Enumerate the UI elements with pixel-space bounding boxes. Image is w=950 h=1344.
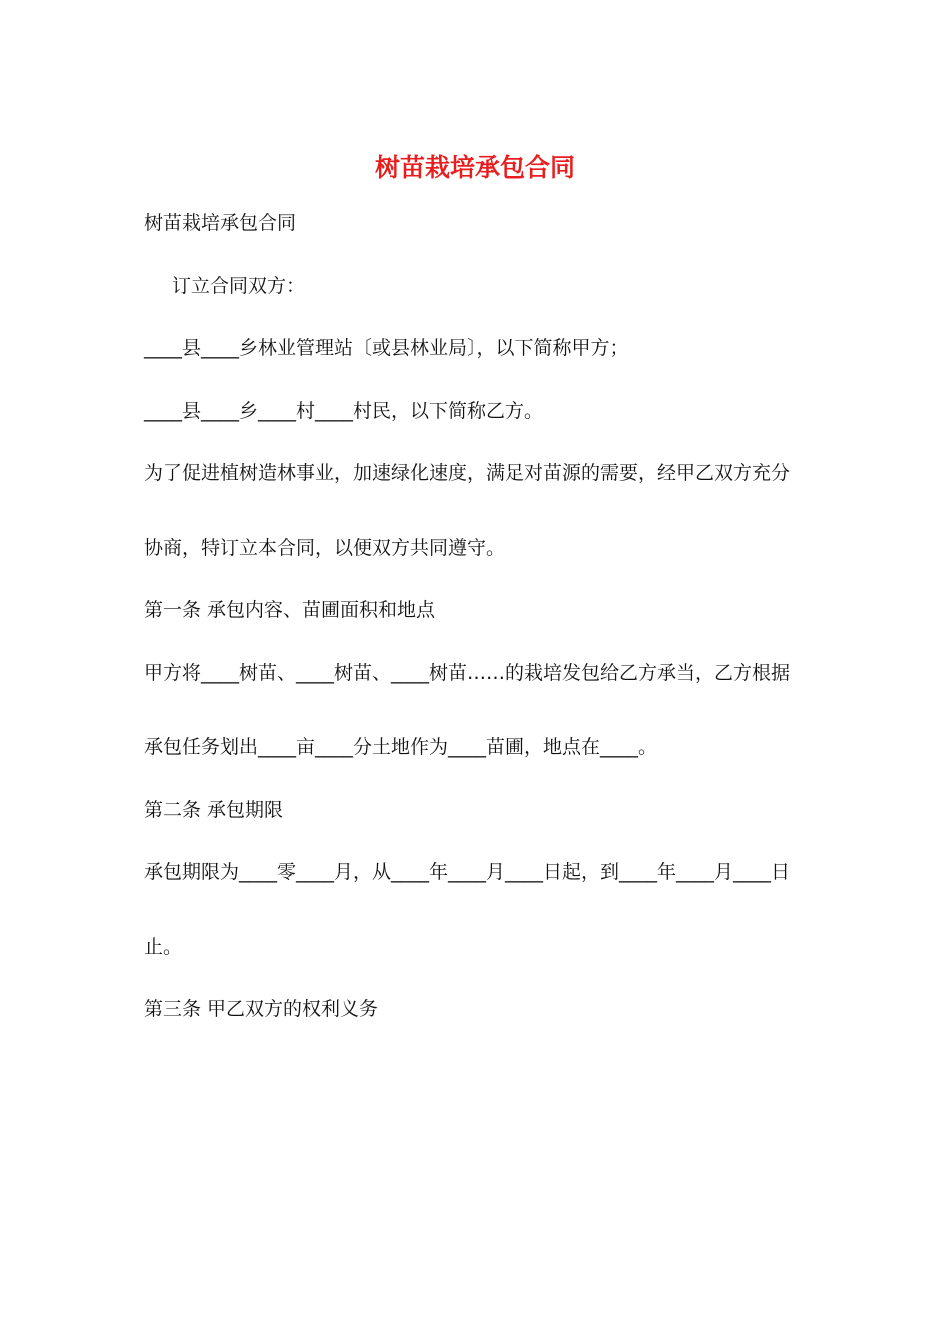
party-a-line: ____县____乡林业管理站〔或县林业局〕，以下简称甲方；	[144, 337, 629, 359]
preamble-line-2: 协商，特订立本合同，以便双方共同遵守。	[144, 537, 506, 559]
article-2-line-1: 承包期限为____零____月，从____年____月____日起，到____年____月____日	[144, 861, 791, 883]
article-3-heading: 第三条 甲乙双方的权利义务	[144, 998, 379, 1020]
party-b-line: ____县____乡____村____村民，以下简称乙方。	[144, 400, 544, 422]
parties-heading: 订立合同双方：	[172, 275, 306, 297]
preamble-line-1: 为了促进植树造林事业，加速绿化速度，满足对苗源的需要，经甲乙双方充分	[144, 462, 791, 484]
subtitle-line: 树苗栽培承包合同	[144, 212, 297, 234]
article-2-line-2: 止。	[144, 936, 183, 958]
article-2-heading: 第二条 承包期限	[144, 799, 284, 821]
article-1-line-1: 甲方将____树苗、____树苗、____树苗……的栽培发包给乙方承当，乙方根据	[144, 662, 791, 684]
document-title: 树苗栽培承包合同	[374, 153, 575, 182]
article-1-line-2: 承包任务划出____亩____分土地作为____苗圃，地点在____。	[144, 736, 658, 758]
article-1-heading: 第一条 承包内容、苗圃面积和地点	[144, 599, 436, 621]
